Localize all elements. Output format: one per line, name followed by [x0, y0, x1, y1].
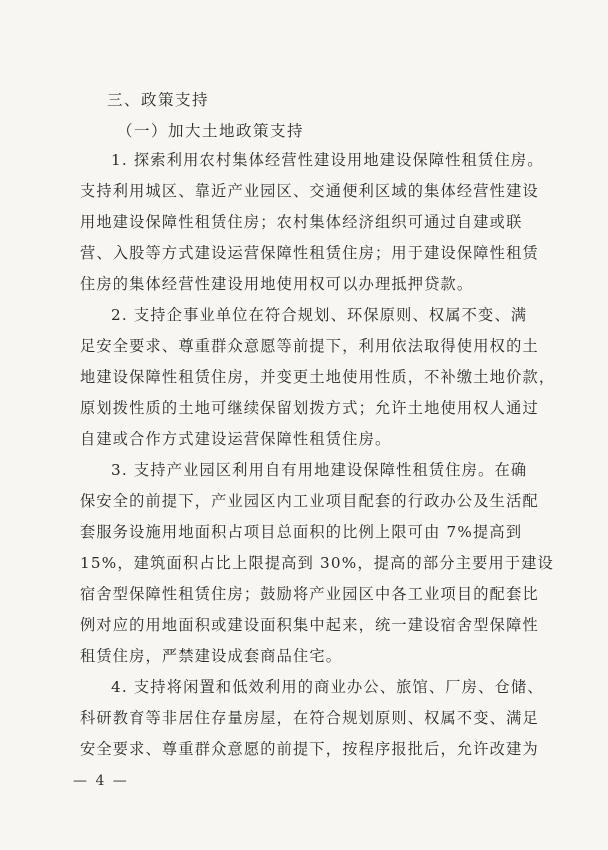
subsection-heading: （一）加大土地政策支持: [117, 122, 305, 140]
paragraph-line: 营、入股等方式建设运营保障性租赁住房；用于建设保障性租赁: [80, 244, 539, 262]
paragraph-line: 科研教育等非居住存量房屋，在符合规划原则、权属不变、满足: [80, 709, 539, 727]
paragraph-line: 安全要求、尊重群众意愿的前提下，按程序报批后，允许改建为: [80, 740, 539, 758]
paragraph-line: 用地建设保障性租赁住房；农村集体经济组织可通过自建或联: [80, 213, 523, 231]
paragraph-line: 原划拨性质的土地可继续保留划拨方式；允许土地使用权人通过: [80, 399, 539, 417]
page-number: — 4 —: [73, 773, 129, 789]
paragraph-line: 3. 支持产业园区利用自有用地建设保障性租赁住房。在确: [111, 461, 528, 479]
paragraph-line: 支持利用城区、靠近产业园区、交通便利区域的集体经营性建设: [80, 182, 539, 200]
paragraph-line: 套服务设施用地面积占项目总面积的比例上限可由 7%提高到: [80, 523, 523, 541]
paragraph-line: 足安全要求、尊重群众意愿等前提下，利用依法取得使用权的土: [80, 337, 539, 355]
paragraph-line: 宿舍型保障性租赁住房；鼓励将产业园区中各工业项目的配套比: [80, 585, 539, 603]
paragraph-line: 自建或合作方式建设运营保障性租赁住房。: [80, 430, 392, 448]
paragraph-line: 住房的集体经营性建设用地使用权可以办理抵押贷款。: [80, 275, 474, 293]
paragraph-line: 例对应的用地面积或建设面积集中起来，统一建设宿舍型保障性: [80, 616, 539, 634]
paragraph-line: 2. 支持企事业单位在符合规划、环保原则、权属不变、满: [111, 306, 528, 324]
section-heading: 三、政策支持: [107, 91, 210, 109]
paragraph-line: 1. 探索利用农村集体经营性建设用地建设保障性租赁住房。: [111, 151, 544, 169]
paragraph-line: 租赁住房，严禁建设成套商品住宅。: [80, 647, 343, 665]
paragraph-line: 15%，建筑面积占比上限提高到 30%，提高的部分主要用于建设: [80, 554, 555, 572]
paragraph-line: 4. 支持将闲置和低效利用的商业办公、旅馆、厂房、仓储、: [111, 678, 544, 696]
paragraph-line: 地建设保障性租赁住房，并变更土地使用性质，不补缴土地价款，: [80, 368, 556, 386]
paragraph-line: 保安全的前提下，产业园区内工业项目配套的行政办公及生活配: [80, 492, 539, 510]
